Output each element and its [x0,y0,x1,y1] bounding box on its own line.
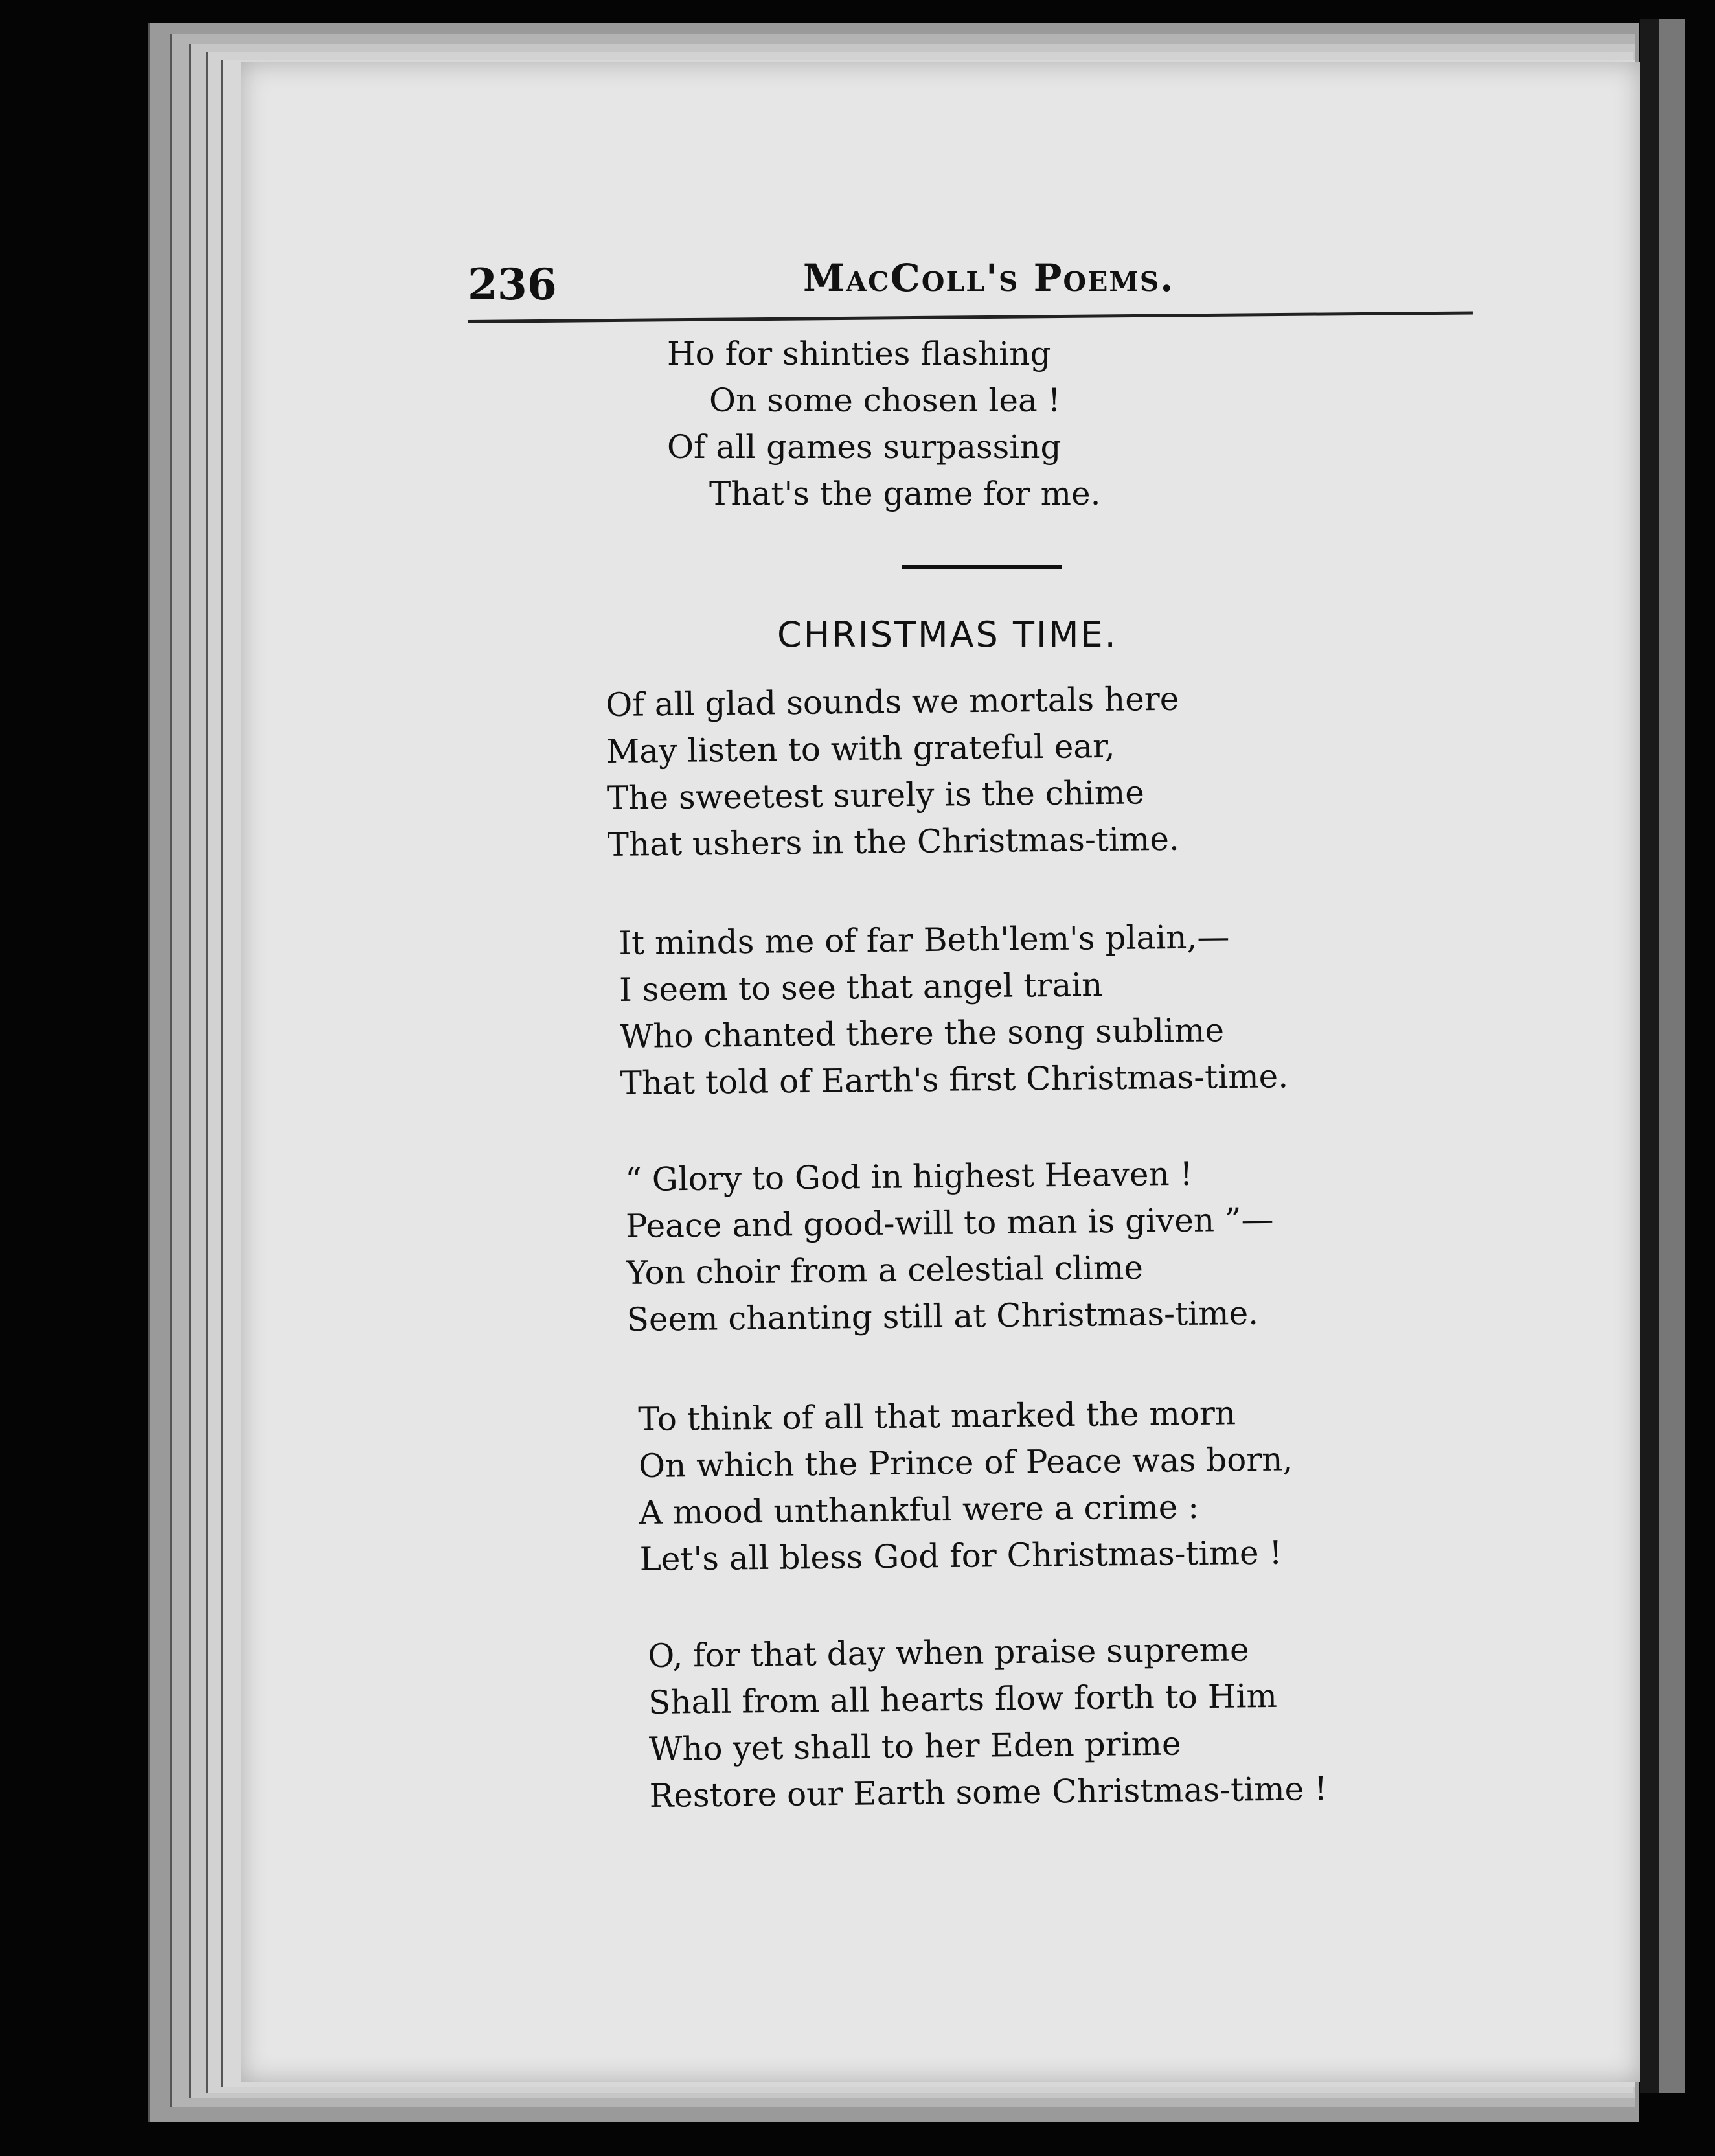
verse-line: That ushers in the Christmas-time. [607,820,1180,864]
verse-line: That's the game for me. [709,475,1101,512]
verse-line: To think of all that marked the morn [638,1394,1236,1438]
verse-line: Yon choir from a celestial clime [626,1248,1144,1292]
verse-line: On some chosen lea ! [709,382,1061,419]
verse-line: May listen to with grateful ear, [606,727,1115,770]
verse-line: The sweetest surely is the chime [606,774,1145,817]
verse-line: Of all games surpassing [667,428,1062,466]
verse-line: Of all glad sounds we mortals here [606,680,1179,724]
poem-stanza-5 [648,1625,1328,1819]
verse-line: That told of Earth's first Christmas-time. [620,1057,1289,1102]
running-head: MacColl's Poems. [803,256,1175,300]
verse-line: Who chanted there the song sublime [619,1011,1225,1055]
verse-line: Shall from all hearts flow forth to Him [648,1677,1278,1721]
verse-line: Restore our Earth some Christmas-time ! [649,1770,1328,1815]
poem-stanza-3 [625,1150,1275,1343]
verse-line: Peace and good-will to man is given ”— [625,1200,1274,1245]
verse-line: It minds me of far Beth'lem's plain,— [619,918,1230,962]
verse-line: “ Glory to God in highest Heaven ! [625,1154,1193,1198]
poem-title: CHRISTMAS TIME. [777,614,1118,655]
verse-line: O, for that day when praise supreme [648,1631,1249,1675]
poem-stanza-2 [619,913,1288,1107]
poem-stanza-1 [606,676,1181,868]
verse-line: Let's all bless God for Christmas-time ! [639,1533,1282,1578]
poem-separator-rule [902,565,1062,569]
previous-poem-stanza [667,330,1101,517]
verse-line: On which the Prince of Peace was born, [638,1440,1293,1485]
verse-line: Ho for shinties flashing [667,335,1051,373]
poem-stanza-4 [638,1389,1294,1583]
book-spine-shadow [1640,19,1659,2093]
verse-line: Seem chanting still at Christmas-time. [626,1294,1259,1338]
verse-line: A mood unthankful were a crime : [639,1487,1199,1531]
verse-line: Who yet shall to her Eden prime [648,1725,1181,1768]
page-number: 236 [468,259,557,310]
verse-line: I seem to see that angel train [619,966,1103,1009]
facing-page-edge [1659,19,1685,2093]
